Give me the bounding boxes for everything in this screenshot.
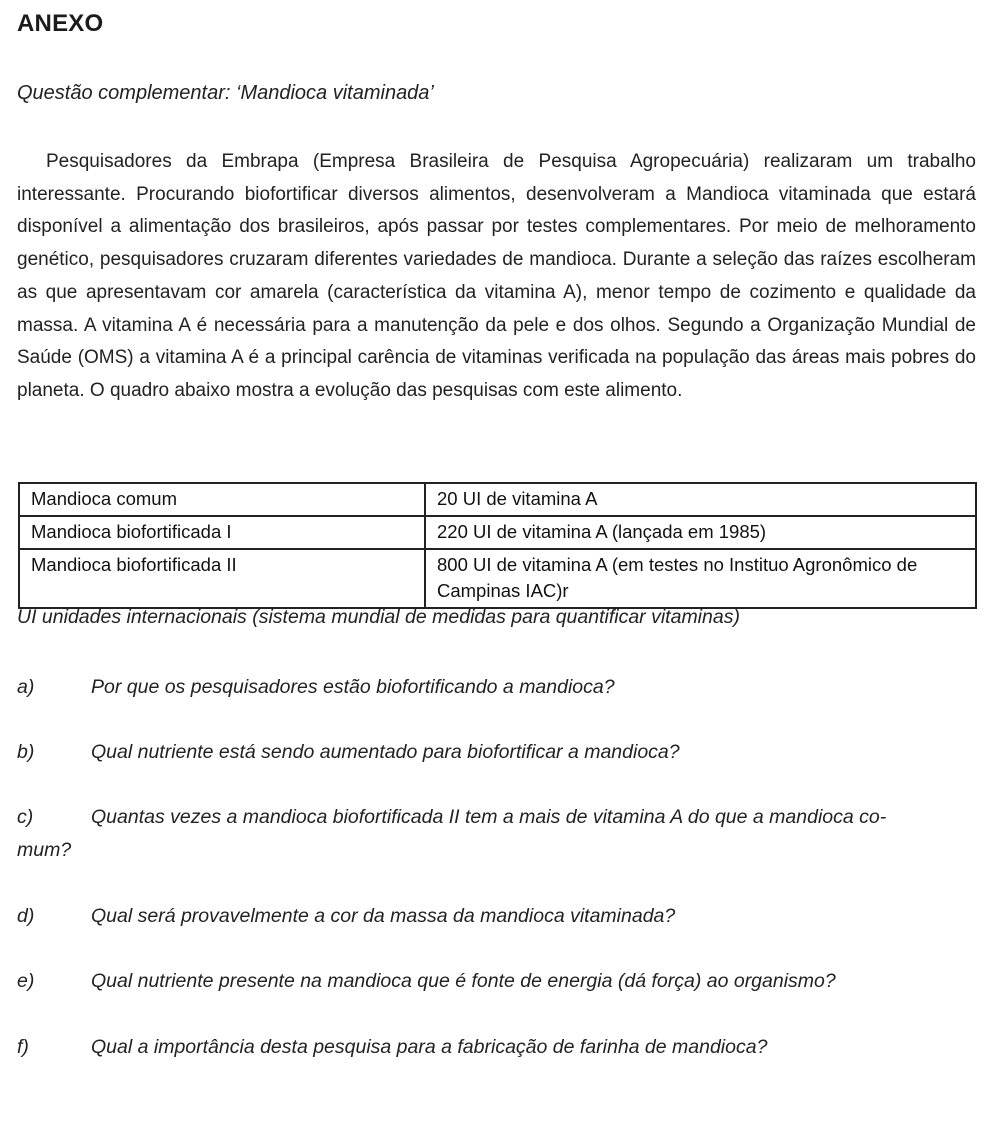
question-text: Qual nutriente está sendo aumentado para biofortificar a mandioca? — [91, 741, 680, 763]
table-cell-value: 800 UI de vitamina A (em testes no Instituo Agronômico de Campinas IAC)r — [425, 549, 976, 608]
question-letter: e) — [17, 970, 35, 992]
question-c — [17, 801, 976, 867]
table-cell-value: 20 UI de vitamina A — [425, 483, 976, 516]
page-title: ANEXO — [17, 10, 104, 37]
question-letter: c) — [17, 806, 34, 828]
table-cell-variety: Mandioca biofortificada I — [19, 516, 425, 549]
question-text: Quantas vezes a mandioca biofortificada II tem a mais de vitamina A do que a mandioca co- — [91, 806, 887, 828]
table-cell-variety: Mandioca biofortificada II — [19, 549, 425, 608]
question-e — [17, 965, 976, 998]
table-cell-variety: Mandioca comum — [19, 483, 425, 516]
question-letter: a) — [17, 676, 35, 698]
question-letter: d) — [17, 905, 35, 927]
question-letter: b) — [17, 741, 35, 763]
intro-paragraph: Pesquisadores da Embrapa (Empresa Brasileira de Pesquisa Agropecuária) realizaram um trabalho interessante. Procurando biofortificar diversos alimentos, desenvolveram a Mandioca vitaminada que estará disponível a alimentação dos brasileiros, após passar por testes complementares. Por meio de melhoramento genético, pesquisadores cruzaram diferentes variedades de mandioca. Durante a seleção das raízes escolheram as que apresentavam cor amarela (característica da vitamina A), menor tempo de cozimento e qualidade da massa. A vitamina A é necessária para a manutenção da pele e dos olhos. Segundo a Organização Mundial de Saúde (OMS) a vitamina A é a principal carência de vitaminas verificada na população das áreas mais pobres do planeta. O quadro abaixo mostra a evolução das pesquisas com este alimento. — [17, 151, 976, 401]
question-a — [17, 671, 976, 704]
question-text: Qual a importância desta pesquisa para a fabricação de farinha de mandioca? — [91, 1036, 768, 1058]
table-row — [19, 516, 976, 549]
table-footnote: UI unidades internacionais (sistema mundial de medidas para quantificar vitaminas) — [17, 606, 740, 628]
table-row — [19, 549, 976, 608]
question-f — [17, 1031, 976, 1064]
question-text: Qual nutriente presente na mandioca que é fonte de energia (dá força) ao organismo? — [91, 970, 836, 992]
question-text-continuation: mum? — [17, 839, 72, 861]
question-text: Qual será provavelmente a cor da massa da mandioca vitaminada? — [91, 905, 676, 927]
question-subtitle: Questão complementar: ‘Mandioca vitaminada’ — [17, 82, 434, 104]
question-text: Por que os pesquisadores estão biofortificando a mandioca? — [91, 676, 615, 698]
table-row — [19, 483, 976, 516]
question-b — [17, 736, 976, 769]
vitamin-table — [18, 482, 977, 609]
question-d — [17, 900, 976, 933]
question-letter: f) — [17, 1036, 29, 1058]
table-cell-value: 220 UI de vitamina A (lançada em 1985) — [425, 516, 976, 549]
